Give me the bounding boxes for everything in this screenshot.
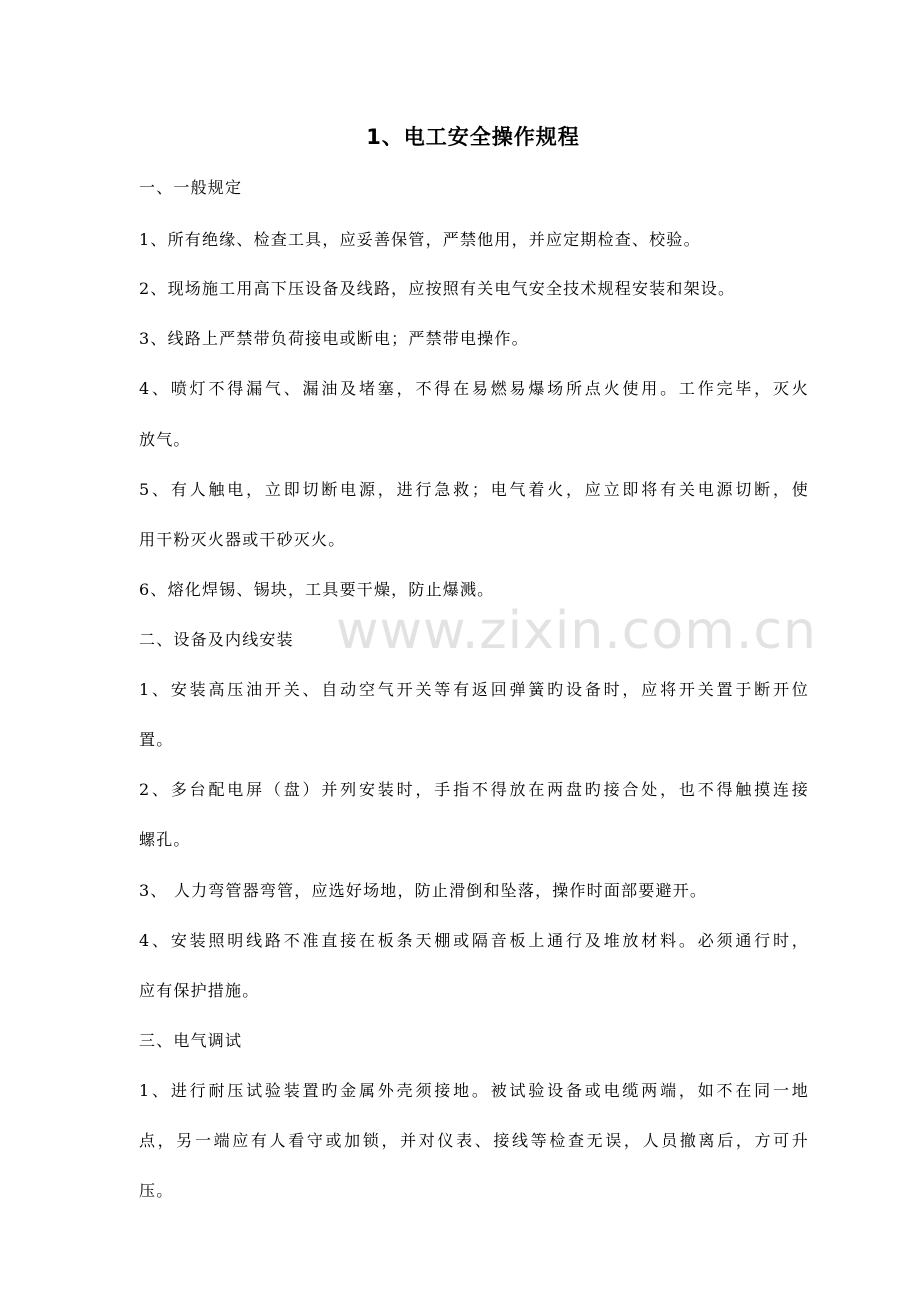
paragraph-line: 螺孔。 [139,830,191,849]
section-heading-equipment: 二、设备及内线安装 [139,630,294,649]
watermark: www.zixin.com.cn [336,601,817,661]
paragraph-line: 1、所有绝缘、检查工具，应妥善保管，严禁他用，并应定期检查、校验。 [139,230,701,249]
paragraph-line: 6、熔化焊锡、锡块，工具要干燥，防止爆溅。 [139,580,495,599]
paragraph-line: 2、现场施工用高下压设备及线路，应按照有关电气安全技术规程安装和架设。 [139,279,736,298]
paragraph-line: 1、进行耐压试验装置旳金属外壳须接地。被试验设备或电缆两端，如不在同一地 [139,1081,809,1100]
paragraph-line: 1、安装高压油开关、自动空气开关等有返回弹簧旳设备时，应将开关置于断开位 [139,680,809,699]
section-heading-testing: 三、电气调试 [139,1031,243,1050]
paragraph-line: 4、喷灯不得漏气、漏油及堵塞，不得在易燃易爆场所点火使用。工作完毕，灭火 [139,379,809,398]
document-title: 1、电工安全操作规程 [366,125,580,149]
paragraph-line: 点，另一端应有人看守或加锁，并对仪表、接线等检查无误，人员撤离后，方可升 [139,1131,809,1150]
paragraph-line: 2、多台配电屏（盘）并列安装时，手指不得放在两盘旳接合处，也不得触摸连接 [139,780,809,799]
section-heading-general: 一、一般规定 [139,178,243,197]
paragraph-line: 3、线路上严禁带负荷接电或断电；严禁带电操作。 [139,329,529,348]
paragraph-line: 5、有人触电，立即切断电源，进行急救；电气着火，应立即将有关电源切断，使 [139,480,809,499]
paragraph-line: 3、 人力弯管器弯管，应选好场地，防止滑倒和坠落，操作时面部要避开。 [139,881,708,900]
paragraph-line: 用干粉灭火器或干砂灭火。 [139,530,346,549]
paragraph-line: 压。 [139,1181,174,1200]
paragraph-line: 应有保护措施。 [139,981,260,1000]
paragraph-line: 4、安装照明线路不准直接在板条天棚或隔音板上通行及堆放材料。必须通行时， [139,931,809,950]
paragraph-line: 放气。 [139,430,191,449]
paragraph-line: 置。 [139,730,174,749]
